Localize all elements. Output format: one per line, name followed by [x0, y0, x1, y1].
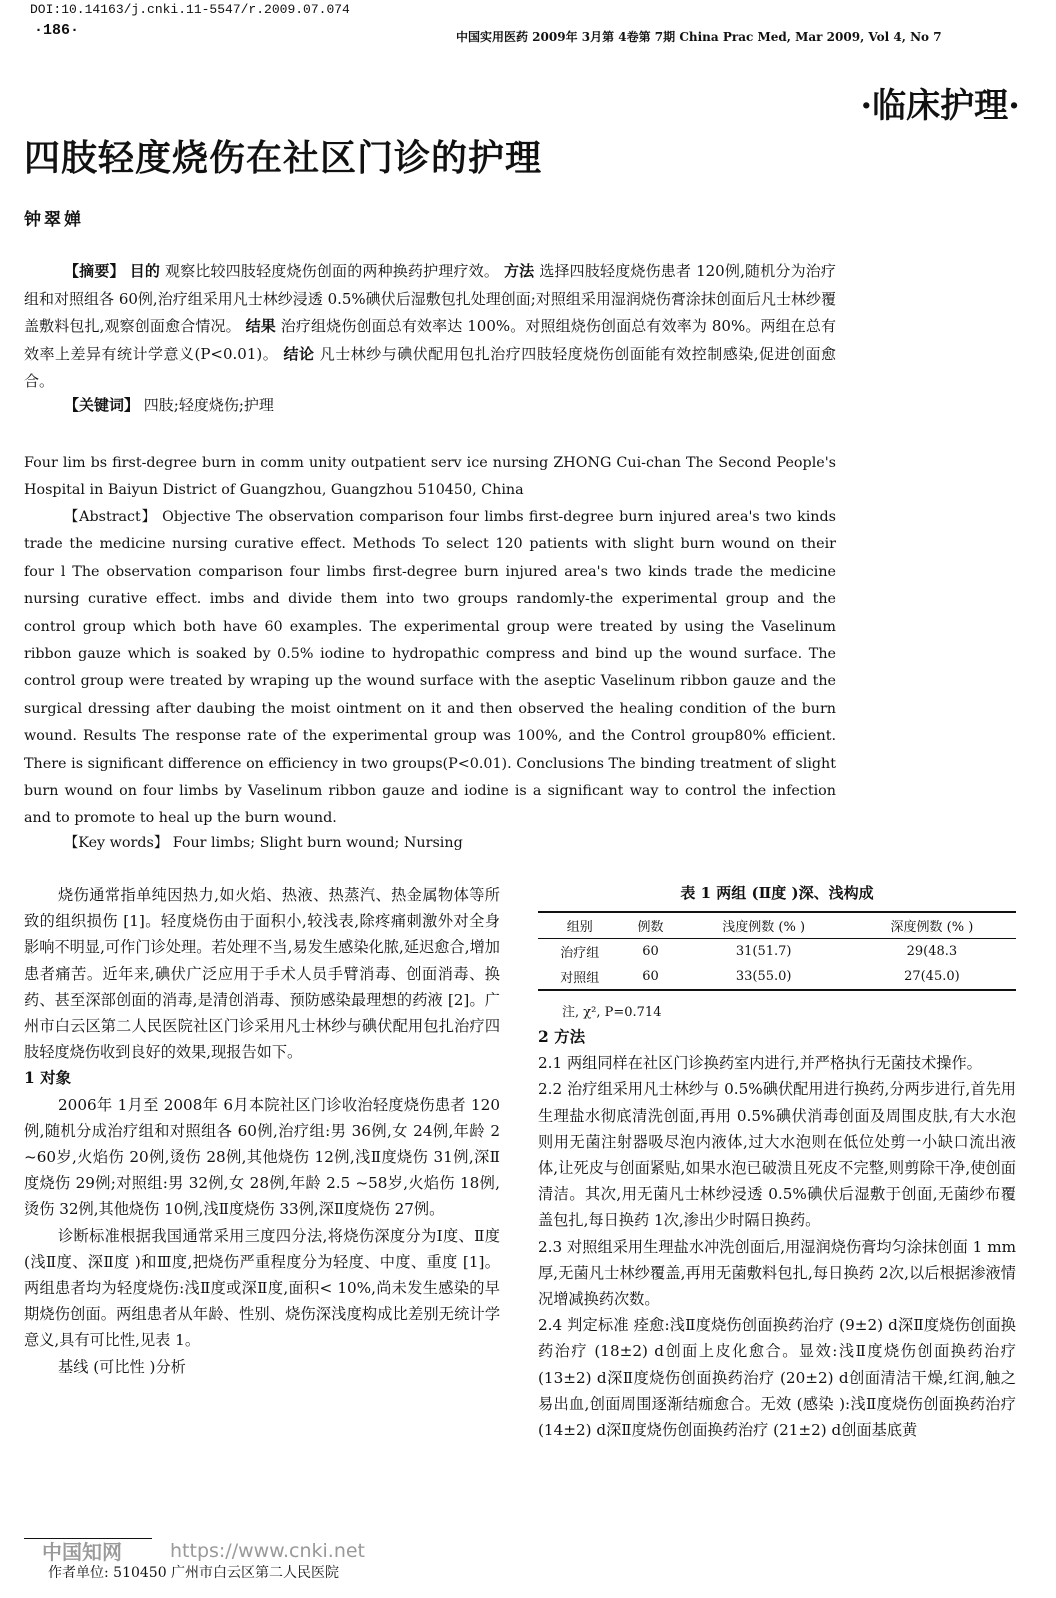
- results-text: 治疗组烧伤创面总有效率达 100%。对照组烧伤创面总有效率为 80%。两组在总有效率上差异有统计学意义(P<0.01)。: [24, 317, 836, 363]
- keywords-en-text: Four limbs; Slight burn wound; Nursing: [172, 835, 463, 851]
- objective-label: 目的: [129, 262, 161, 280]
- cnki-watermark-url: https://www.cnki.net: [170, 1540, 366, 1562]
- abstract-en-body: Objective The observation comparison four limbs first-degree burn injured area's two kinds trade the medicine nursing curative effect. Methods To select 120 patients with slight burn wound on their four l The observation comparison four limbs first-degree burn injured area's two kinds trade the medicine nursing curative effect. imbs and divide them into two groups randomly-the experimental group and the control group which both have 60 examples. The experimental group were treated by using the Vaselinum ribbon gauze which is soaked by 0.5% iodine to hydropathic compress and bind up the wound surface. The control group were treated by wraping up the wound surface with the aseptic Vaselinum ribbon gauze and the surgical dressing after daubing the moist ointment on it and then observed the healing condition of the burn wound. Results The response rate of the experimental group was 100%, and the Control group80% efficient. There is significant difference on efficiency in two groups(P<0.01). Conclusions The binding treatment of slight burn wound on four limbs by Vaselinum ribbon gauze and iodine is a significant way to control the infection and to promote to heal up the burn wound.: [24, 509, 837, 827]
- right-column: [538, 882, 1016, 1443]
- table-header: 组别: [538, 912, 621, 939]
- left-column: [24, 882, 500, 1380]
- keywords-label: 【关键词】: [64, 396, 140, 414]
- table-header: 深度例数 (% ): [848, 912, 1016, 939]
- abstract-cn: [24, 258, 836, 396]
- keywords-en: [64, 832, 463, 852]
- table-cell: 29(48.3: [906, 944, 958, 959]
- table-cell: 60: [621, 964, 679, 990]
- cnki-watermark: 中国知网: [42, 1540, 122, 1564]
- article-title: 四肢轻度烧伤在社区门诊的护理: [24, 137, 543, 179]
- results-label: 结果: [245, 317, 276, 335]
- table-title: 表 1 两组 (Ⅱ度 )深、浅构成: [680, 884, 874, 902]
- table-cell: 治疗组: [560, 946, 600, 961]
- table-cell: 27(45.0): [848, 964, 1016, 990]
- table-row: [538, 964, 1016, 990]
- abstract-en-label: 【Abstract】: [64, 509, 157, 525]
- methods-label: 方法: [503, 262, 535, 280]
- diagnosis-paragraph: 诊断标准根据我国通常采用三度四分法,将烧伤深度分为Ⅰ度、Ⅱ度 (浅Ⅱ度、深Ⅱ度 )和Ⅲ度,把烧伤严重程度分为轻度、中度、重度 [1]。两组患者均为轻度烧伤:浅Ⅱ度或深Ⅱ度,面积< 10%,尚未发生感染的早期烧伤创面。两组患者从年龄、性别、烧伤深浅度构成比差别无统计学意义,具有可比性,见表 1。: [24, 1226, 500, 1350]
- method-2-3: 2.3 对照组采用生理盐水冲洗创面后,用湿润烧伤膏均匀涂抹创面 1 mm厚,无菌凡士林纱覆盖,再用无菌敷料包扎,每日换药 2次,以后根据渗液情况增减换药次数。: [538, 1237, 1016, 1309]
- table-cell: 60: [642, 944, 659, 959]
- abstract-tag: 【摘要】: [64, 262, 125, 280]
- table-header: 浅度例数 (% ): [680, 912, 848, 939]
- article-author: 钟翠婵: [24, 210, 84, 230]
- table-header: 例数: [621, 912, 679, 939]
- keywords-text: 四肢;轻度烧伤;护理: [143, 396, 274, 414]
- subjects-paragraph: 2006年 1月至 2008年 6月本院社区门诊收治轻度烧伤患者 120例,随机分成治疗组和对照组各 60例,治疗组:男 36例,女 24例,年龄 2 ~60岁,火焰伤 20例,烫伤 28例,其他烧伤 12例,浅Ⅱ度烧伤 31例,深Ⅱ度烧伤 29例;对照组:男 32例,女 28例,年龄 2.5 ~58岁,火焰伤 18例,烫伤 32例,其他烧伤 10例,浅Ⅱ度烧伤 33例,深Ⅱ度烧伤 27例。: [24, 1095, 500, 1219]
- keywords-en-label: 【Key words】: [64, 835, 169, 851]
- page-number: ·186·: [34, 22, 80, 39]
- heading-methods: 2 方法: [538, 1027, 586, 1046]
- journal-header: 中国实用医药 2009年 3月第 4卷第 7期 China Prac Med, Mar 2009, Vol 4, No 7: [456, 30, 942, 44]
- table-cell: 对照组: [538, 964, 621, 990]
- section-heading: ·临床护理·: [860, 86, 1020, 126]
- keywords-cn: [64, 394, 274, 415]
- author-affiliation: 作者单位: 510450 广州市白云区第二人民医院: [48, 1565, 340, 1581]
- abstract-en: [24, 504, 836, 833]
- conclusion-label: 结论: [283, 344, 315, 363]
- intro-paragraph: 烧伤通常指单纯因热力,如火焰、热液、热蒸汽、热金属物体等所致的组织损伤 [1]。轻度烧伤由于面积小,较浅表,除疼痛刺激外对全身影响不明显,可作门诊处理。若处理不当,易发生感染化脓,延迟愈合,增加患者痛苦。近年来,碘伏广泛应用于手术人员手臂消毒、创面消毒、换药、甚至深部创面的消毒,是清创消毒、预防感染最理想的药液 [2]。广州市白云区第二人民医院社区门诊采用凡士林纱与碘伏配用包扎治疗四肢轻度烧伤收到良好的效果,现报告如下。: [24, 886, 500, 1062]
- table-1: [538, 911, 1016, 991]
- table-cell: 33(55.0): [680, 964, 848, 990]
- methods-text: 选择四肢轻度烧伤患者 120例,随机分为治疗组和对照组各 60例,治疗组采用凡士林纱浸透 0.5%碘伏后湿敷包扎处理创面;对照组采用湿润烧伤膏涂抹创面后凡士林纱覆盖敷料包扎,观察创面愈合情况。: [24, 262, 836, 335]
- method-2-2: 2.2 治疗组采用凡士林纱与 0.5%碘伏配用进行换药,分两步进行,首先用生理盐水彻底清洗创面,再用 0.5%碘伏消毒创面及周围皮肤,有大水泡则用无菌注射器吸尽泡内液体,过大水泡则在低位处剪一小缺口流出液体,让死皮与创面紧贴,如果水泡已破溃且死皮不完整,则剪除干净,使创面清洁。其次,用无菌凡士林纱浸透 0.5%碘伏后湿敷于创面,无菌纱布覆盖包扎,每日换药 1次,渗出少时隔日换药。: [538, 1080, 1016, 1230]
- method-2-4: 2.4 判定标准 痊愈:浅Ⅱ度烧伤创面换药治疗 (9±2) d深Ⅱ度烧伤创面换药治疗 (18±2) d创面上皮化愈合。显效:浅Ⅱ度烧伤创面换药治疗 (13±2) d深Ⅱ度烧伤创面换药治疗 (20±2) d创面清洁干燥,红润,触之易出血,创面周围逐渐结痂愈合。无效 (感染 ):浅Ⅱ度烧伤创面换药治疗 (14±2) d深Ⅱ度烧伤创面换药治疗 (21±2) d创面基底黄: [538, 1316, 1016, 1440]
- table-cell: 31(51.7): [735, 944, 792, 959]
- heading-subjects: 1 对象: [24, 1068, 72, 1088]
- table-row: [538, 939, 1016, 965]
- conclusion-text: 凡士林纱与碘伏配用包扎治疗四肢轻度烧伤创面能有效控制感染,促进创面愈合。: [24, 344, 836, 390]
- baseline-line: 基线 (可比性 )分析: [58, 1357, 186, 1376]
- objective-text: 观察比较四肢轻度烧伤创面的两种换药护理疗效。: [165, 262, 500, 280]
- method-2-1: 2.1 两组同样在社区门诊换药室内进行,并严格执行无菌技术操作。: [538, 1054, 982, 1073]
- english-title-line: Four lim bs first-degree burn in comm unity outpatient serv ice nursing ZHONG Cui-chan The Second People's Hospital in Baiyun District of Guangzhou, Guangzhou 510450, China: [24, 455, 836, 499]
- doi-line: DOI:10.14163/j.cnki.11-5547/r.2009.07.074: [30, 2, 350, 17]
- table-note: 注, χ², P=0.714: [562, 1005, 662, 1020]
